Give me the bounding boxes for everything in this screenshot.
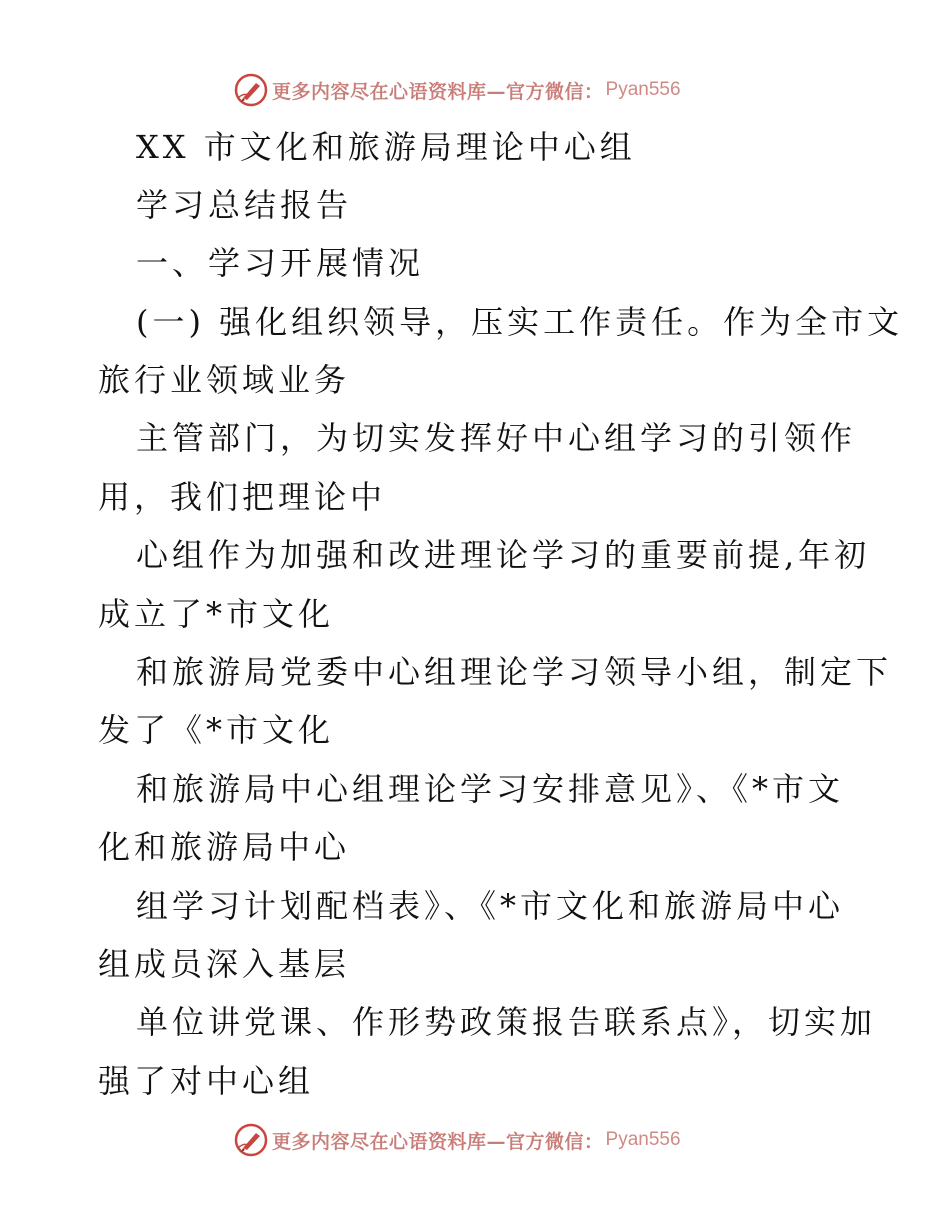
paragraph-line: 用，我们把理论中 [98,478,387,516]
paragraph-line: 单位讲党课、作形势政策报告联系点》，切实加 [136,1003,877,1041]
paragraph-line: 强了对中心组 [98,1062,315,1100]
paragraph-line: 和旅游局中心组理论学习安排意见》、《*市文 [136,770,845,808]
paragraph-line: 发了《*市文化 [98,711,335,749]
paragraph-line: 化和旅游局中心 [98,828,351,866]
paragraph-line: 组成员深入基层 [98,945,351,983]
document-title-line-1: XX 市文化和旅游局理论中心组 [136,128,636,166]
section-heading: 一、学习开展情况 [136,244,425,282]
watermark-account: Pyan556 [605,1129,681,1150]
document-title-line-2: 学习总结报告 [136,186,353,224]
paragraph-line: 主管部门，为切实发挥好中心组学习的引领作 [136,419,857,457]
pen-logo-icon [234,1123,268,1157]
header-watermark-banner [234,72,681,108]
watermark-text: 更多内容尽在心语资料库—官方微信： [272,80,604,103]
pen-logo-icon [234,73,268,107]
paragraph-line: 心组作为加强和改进理论学习的重要前提,年初 [136,536,871,574]
paragraph-line: 旅行业领域业务 [98,361,351,399]
footer-watermark-banner [234,1122,681,1158]
paragraph-line: (一) 强化组织领导，压实工作责任。作为全市文 [136,303,904,341]
watermark-account: Pyan556 [605,79,681,100]
paragraph-line: 组学习计划配档表》、《*市文化和旅游局中心 [136,887,845,925]
paragraph-line: 和旅游局党委中心组理论学习领导小组，制定下 [136,653,893,691]
paragraph-line: 成立了*市文化 [98,595,335,633]
watermark-text: 更多内容尽在心语资料库—官方微信： [272,1130,604,1153]
